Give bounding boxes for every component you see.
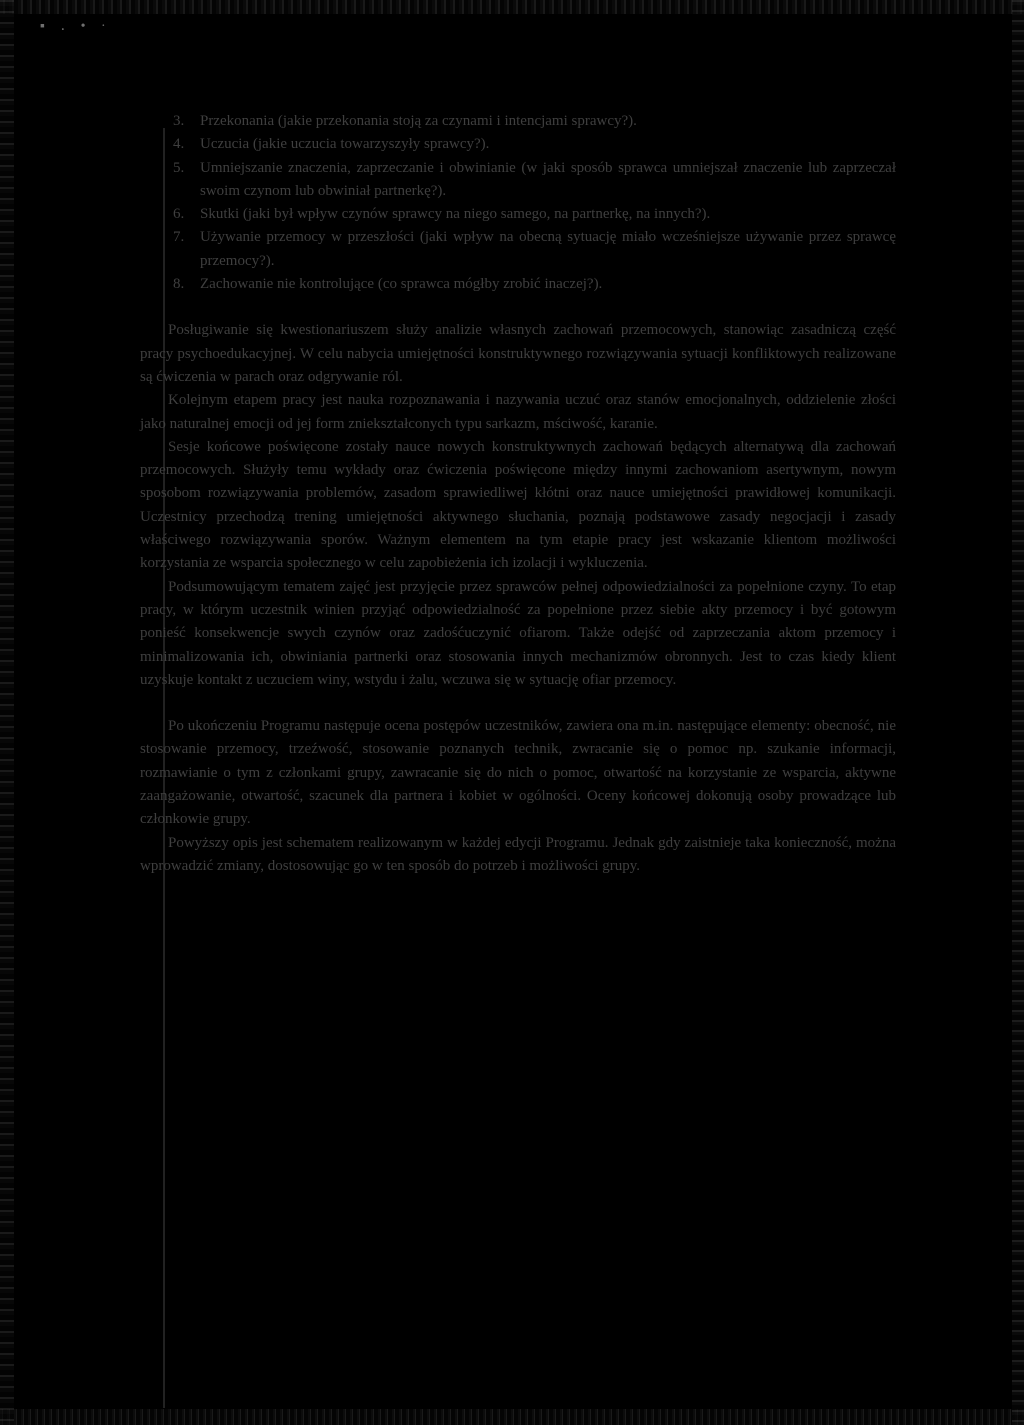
paragraph-evaluation: Po ukończeniu Programu następuje ocena postępów uczestników, zawiera ona m.in. następujące elementy: obecność, nie stosowanie przemocy, trzeźwość, stosowanie poznanych technik, zwracanie się o pomoc np. szukanie informacji, rozmawianie o tym z członkami grupy, zawracanie się do nich o pomoc, otwartość na korzystanie ze wsparcia, aktywne zaangażowanie, otwartość, szacunek dla partnera i kobiet w ogólności. Oceny końcowej dokonują osoby prowadzące lub członkowie grupy.: [140, 718, 896, 828]
list-item-number: 5.: [173, 159, 185, 176]
list-item-text: Używanie przemocy w przeszłości (jaki wpływ na obecną sytuację miało wcześniejsze używanie przez sprawcę przemocy?).: [200, 229, 896, 269]
scan-artifact-marks: ▪ ․ • ·: [40, 19, 112, 34]
list-item: [140, 226, 896, 273]
list-item: [140, 273, 896, 296]
paragraph-responsibility: Podsumowującym tematem zajęć jest przyjęcie przez sprawców pełnej odpowiedzialności za popełnione czyny. To etap pracy, w którym uczestnik winien przyjąć odpowiedzialność za popełnione przez siebie akty przemocy i być gotowym ponieść konsekwencje swych czynów oraz zadośćuczynić ofiarom. Także odejść od zaprzeczania aktom przemocy i minimalizowania ich, obwiniania partnerki oraz stosowania innych mechanizmów obronnych. Jest to czas kiedy klient uzyskuje kontakt z uczuciem winy, wstydu i żalu, wczuwa się w sytuację ofiar przemocy.: [140, 578, 896, 688]
list-item-text: Uczucia (jakie uczucia towarzyszyły sprawcy?).: [200, 136, 490, 153]
list-item-number: 6.: [173, 206, 185, 223]
paragraph-final-sessions: Sesje końcowe poświęcone zostały nauce nowych konstruktywnych zachowań będących alternatywą dla zachowań przemocowych. Służyły temu wykłady oraz ćwiczenia poświęcone między innymi zachowaniom asertywnym, nowym sposobom rozwiązywania problemów, zasadom sprawiedliwej kłótni oraz nauce umiejętności prawidłowej komunikacji. Uczestnicy przechodzą trening umiejętności aktywnego słuchania, poznają podstawowe zasady negocjacji i zasady właściwego rozwiązywania sporów. Ważnym elementem na tym etapie pracy jest wskazanie klientom możliwości korzystania ze wsparcia społecznego w celu zapobieżenia ich izolacji i wykluczenia.: [140, 438, 896, 572]
numbered-list: [140, 110, 896, 296]
list-item-text: Umniejszanie znaczenia, zaprzeczanie i obwinianie (w jaki sposób sprawca umniejszał znaczenie lub zaprzeczał swoim czynom lub obwiniał partnerkę?).: [200, 159, 896, 199]
list-item: [140, 157, 896, 204]
list-item-number: 3.: [173, 113, 185, 129]
list-item-text: Skutki (jaki był wpływ czynów sprawcy na niego samego, na partnerkę, na innych?).: [200, 206, 711, 223]
list-item-number: 7.: [173, 229, 185, 246]
list-item: [140, 133, 896, 156]
document-body: [140, 110, 896, 878]
scan-edge-left: [0, 0, 14, 1425]
scan-edge-right: [1012, 0, 1024, 1425]
list-item-number: 8.: [173, 276, 185, 293]
spacer: [140, 692, 896, 715]
list-item-text: Zachowanie nie kontrolujące (co sprawca mógłby zrobić inaczej?).: [200, 276, 603, 293]
scan-noise-top: [0, 0, 1024, 14]
list-item: [140, 203, 896, 226]
list-item-number: 4.: [173, 136, 185, 153]
paragraph-emotions: Kolejnym etapem pracy jest nauka rozpoznawania i nazywania uczuć oraz stanów emocjonalnych, oddzielenie złości jako naturalnej emocji od jej form zniekształconych typu sarkazm, mściwość, karanie.: [140, 392, 896, 432]
paragraph-questionnaire: Posługiwanie się kwestionariuszem służy analizie własnych zachowań przemocowych, stanowiąc zasadniczą część pracy psychoedukacyjnej. W celu nabycia umiejętności konstruktywnego rozwiązywania sytuacji konfliktowych realizowane są ćwiczenia w parach oraz odgrywanie ról.: [140, 322, 896, 385]
paragraph-schema: Powyższy opis jest schematem realizowanym w każdej edycji Programu. Jednak gdy zaistnieje taka konieczność, można wprowadzić zmiany, dostosowując go w ten sposób do potrzeb i możliwości grupy.: [140, 834, 896, 874]
scan-noise-bottom: [0, 1409, 1024, 1425]
list-item-text: Przekonania (jakie przekonania stoją za czynami i intencjami sprawcy?).: [200, 113, 637, 129]
spacer: [140, 296, 896, 319]
list-item: [140, 110, 896, 133]
